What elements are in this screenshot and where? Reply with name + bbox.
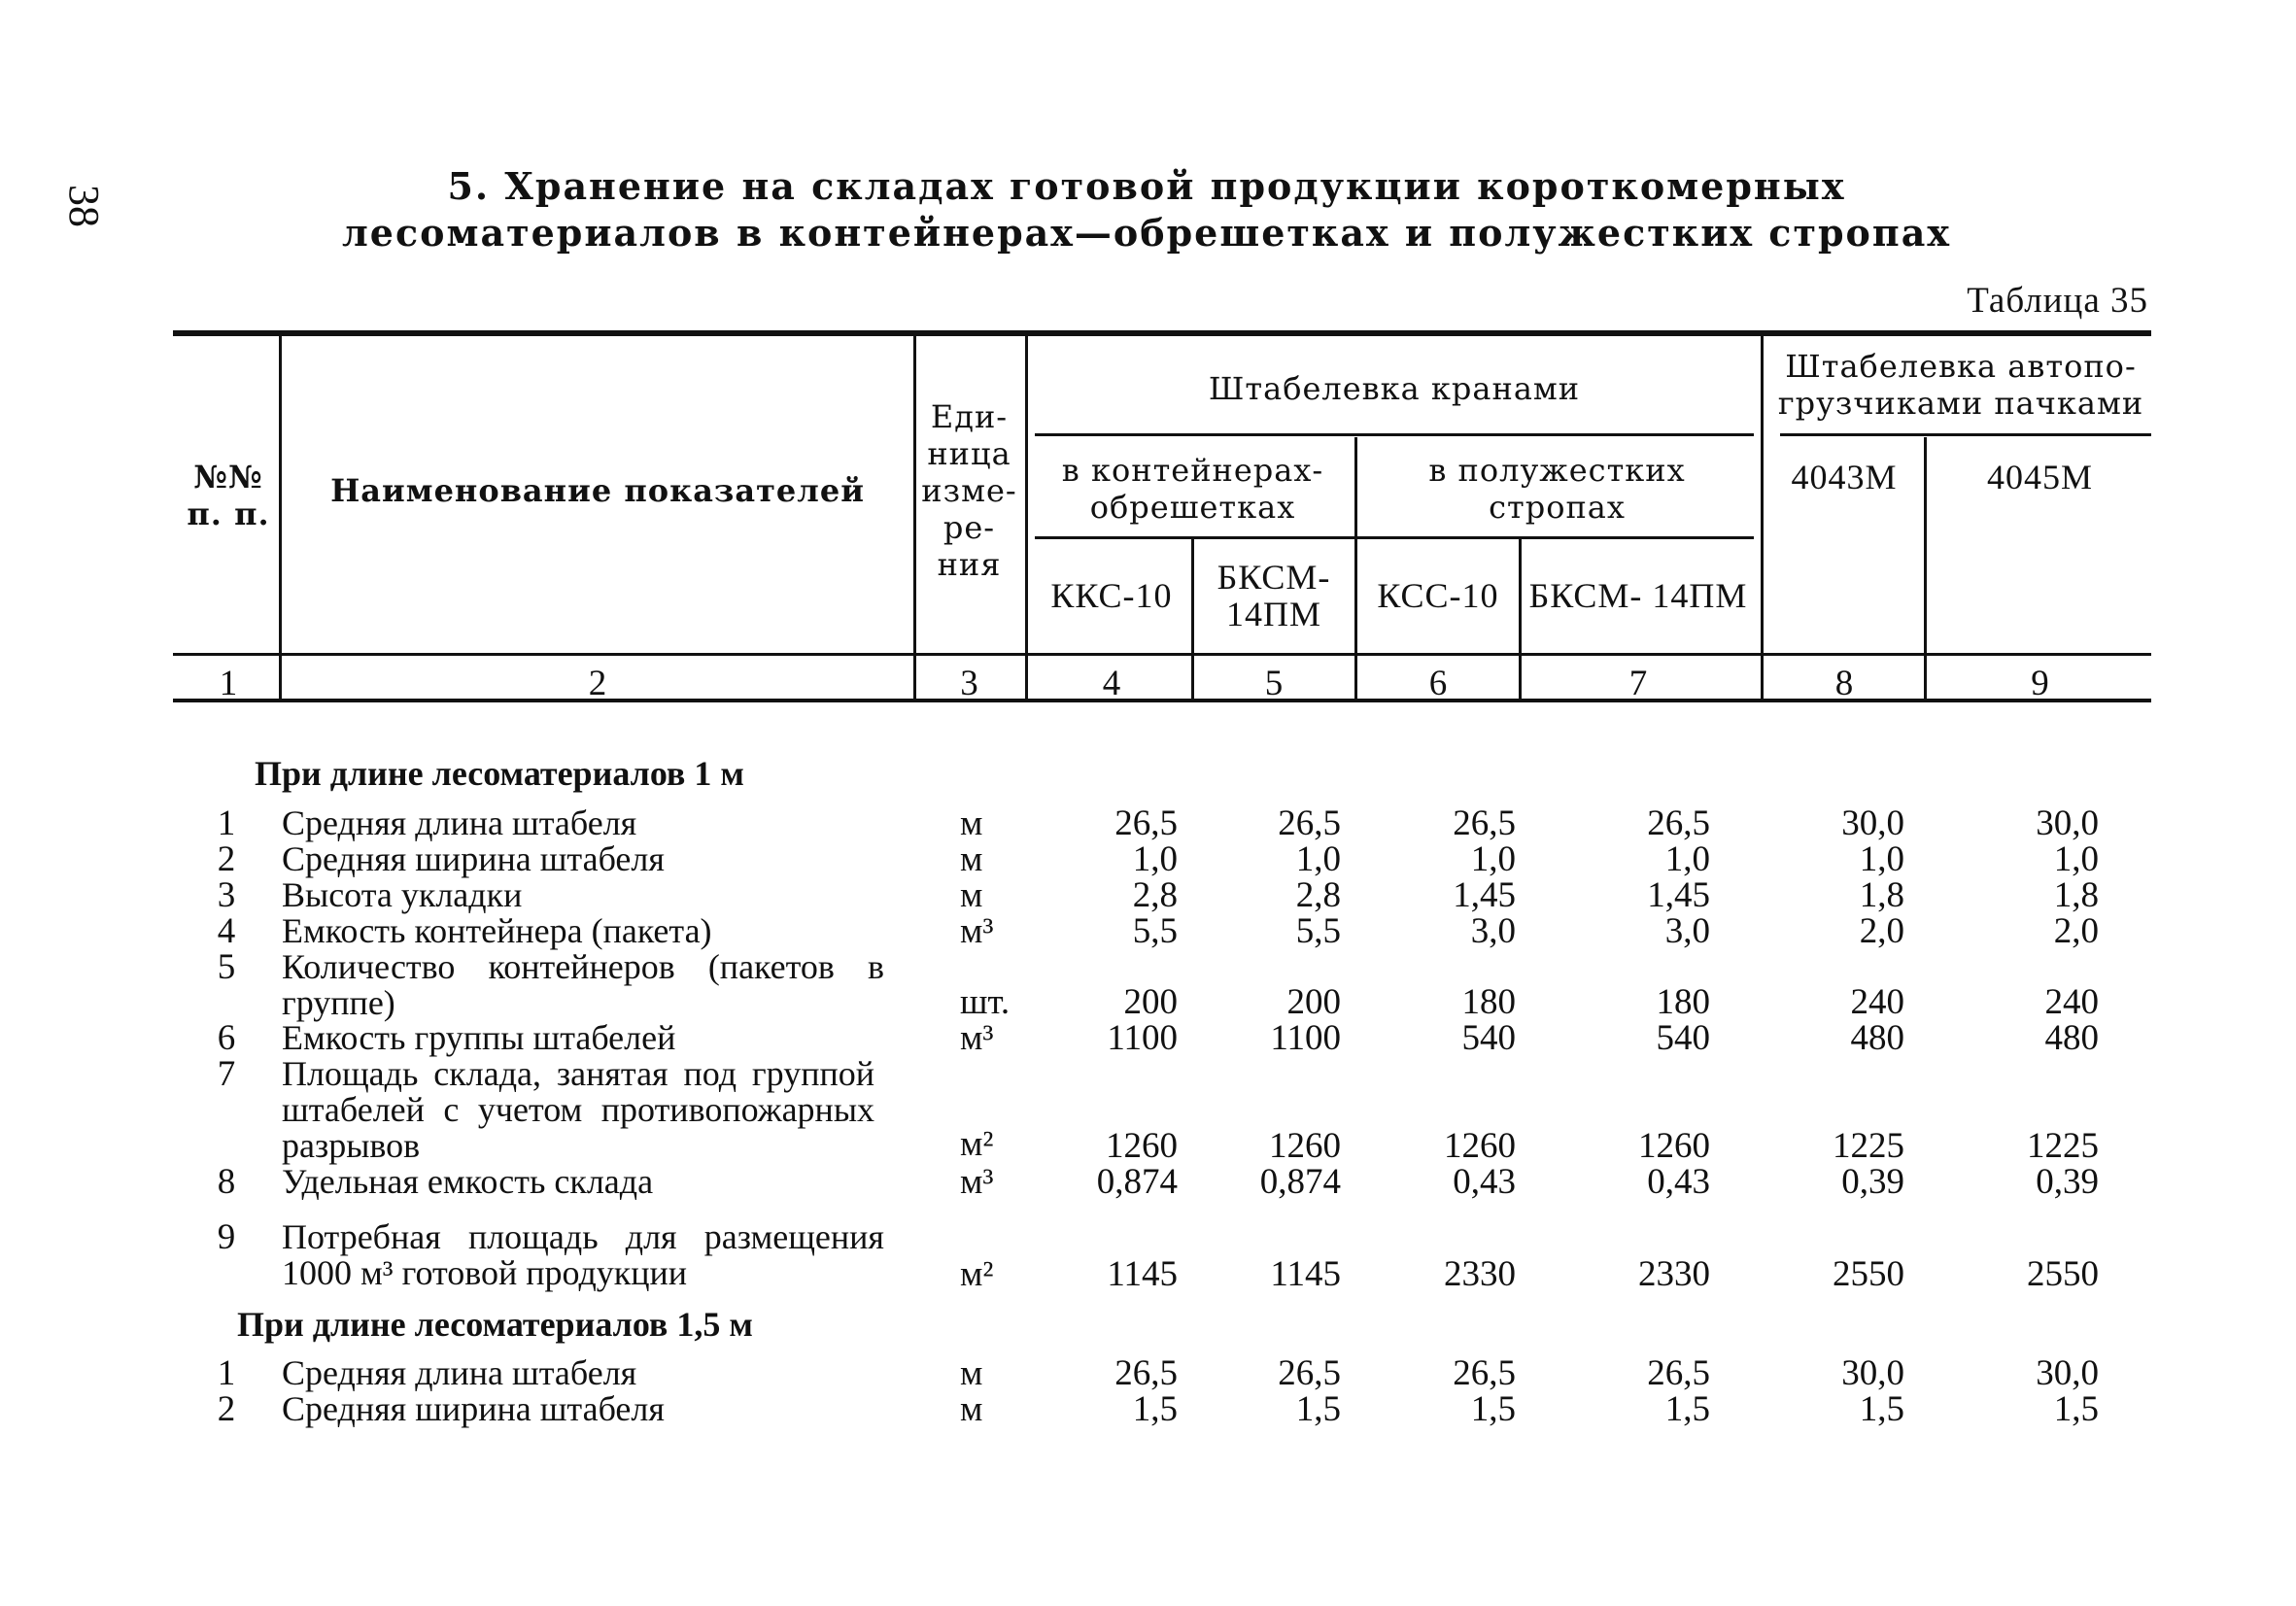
column-number: 3 [960,664,978,703]
value-kks10: 1,0 [1132,839,1178,879]
value-kss10: 26,5 [1453,803,1516,843]
value-kks10: 1,5 [1132,1389,1178,1429]
column-number: 4 [1102,664,1121,703]
value-bksm14pm-b: 1,5 [1664,1389,1710,1429]
column-number: 9 [2031,664,2049,703]
column-number: 5 [1264,664,1284,703]
row-number: 3 [217,875,236,915]
divider [1035,536,1754,539]
row-name: Средняя ширина штабеля [282,839,665,878]
row-name: Средняя длина штабеля [282,803,637,842]
value-4045m: 1,0 [2053,839,2099,879]
header-col-number: №№ п. п. [187,459,270,532]
value-bksm14pm-b: 1260 [1638,1126,1710,1166]
value-kks10: 1100 [1107,1018,1178,1058]
divider [1025,336,1028,700]
row-number: 8 [217,1162,236,1202]
value-4045m: 30,0 [2036,1353,2099,1393]
header-bksm14pm-a: БКСМ- 14ПМ [1217,557,1331,633]
row-unit: м² [960,1254,994,1294]
column-number: 8 [1834,664,1854,703]
divider [1761,336,1764,700]
column-number: 7 [1628,664,1648,703]
row-number: 2 [217,1389,236,1429]
value-4045m: 240 [2044,982,2099,1022]
value-4043m: 480 [1850,1018,1904,1058]
value-kks10: 5,5 [1132,911,1178,951]
value-bksm14pm-b: 2330 [1638,1254,1710,1294]
value-bksm14pm-a: 26,5 [1278,803,1341,843]
value-4045m: 2550 [2027,1254,2099,1294]
top-rule [173,330,2151,336]
value-kks10: 26,5 [1114,1353,1178,1393]
value-kks10: 1145 [1107,1254,1178,1294]
value-kks10: 1260 [1106,1126,1178,1166]
value-bksm14pm-b: 3,0 [1664,911,1710,951]
row-name: Удельная емкость склада [282,1162,654,1201]
value-4043m: 1225 [1833,1126,1904,1166]
value-bksm14pm-b: 180 [1656,982,1710,1022]
header-col-name: Наименование показателей [330,472,865,509]
row-name: Средняя ширина штабеля [282,1389,665,1428]
row-number: 5 [217,947,236,987]
value-bksm14pm-a: 1,5 [1295,1389,1341,1429]
header-containers: в контейнерах- обрешетках [1061,452,1324,526]
divider [913,336,916,700]
value-bksm14pm-b: 26,5 [1647,803,1710,843]
row-unit: м³ [960,911,994,951]
row-number: 1 [217,803,236,843]
header-autoloaders: Штабелевка автопо- грузчиками пачками [1777,348,2144,422]
value-kks10: 2,8 [1132,875,1178,915]
row-number: 6 [217,1018,236,1058]
value-bksm14pm-a: 1100 [1270,1018,1341,1058]
header-bksm14pm-b: БКСМ- 14ПМ [1528,575,1748,615]
row-name: Потребная площадь для размещения 1000 м³ готовой продукции [282,1217,884,1292]
value-kss10: 1,0 [1470,839,1516,879]
row-unit: м³ [960,1018,994,1058]
header-4043m: 4043М [1791,458,1898,496]
value-4043m: 240 [1850,982,1904,1022]
value-4045m: 30,0 [2036,803,2099,843]
column-number: 2 [588,664,607,703]
value-bksm14pm-a: 0,874 [1259,1162,1341,1202]
value-4045m: 2,0 [2053,911,2099,951]
value-bksm14pm-b: 26,5 [1647,1353,1710,1393]
column-number: 1 [219,664,238,703]
header-cranes: Штабелевка кранами [1208,370,1581,407]
value-4045m: 1,5 [2053,1389,2099,1429]
divider [279,336,282,700]
value-kss10: 180 [1461,982,1516,1022]
value-bksm14pm-a: 5,5 [1295,911,1341,951]
divider [1924,437,1927,700]
value-4045m: 480 [2044,1018,2099,1058]
row-name: Средняя длина штабеля [282,1353,637,1392]
value-bksm14pm-b: 540 [1656,1018,1710,1058]
value-4043m: 0,39 [1841,1162,1904,1202]
value-4043m: 30,0 [1841,1353,1904,1393]
value-kks10: 0,874 [1096,1162,1178,1202]
row-name: Площадь склада, занятая под группой штабелей с учетом противопожарных разрывов [282,1054,874,1165]
value-bksm14pm-b: 1,0 [1664,839,1710,879]
value-kks10: 200 [1123,982,1178,1022]
row-number: 9 [217,1217,236,1257]
value-4045m: 1225 [2027,1126,2099,1166]
row-unit: м² [960,1124,994,1164]
value-kss10: 2330 [1444,1254,1516,1294]
section-title: При длине лесоматериалов 1,5 м [237,1305,753,1344]
value-bksm14pm-a: 200 [1286,982,1341,1022]
value-4043m: 2550 [1833,1254,1904,1294]
header-4045m: 4045М [1986,458,2093,496]
value-4043m: 2,0 [1859,911,1904,951]
value-kss10: 1,45 [1453,875,1516,915]
title-line-2: лесоматериалов в контейнерах—обрешетках и полужестких стропах [341,211,1951,255]
value-bksm14pm-a: 1260 [1269,1126,1341,1166]
title-line-1: 5. Хранение на складах готовой продукции короткомерных [447,164,1846,208]
header-col-unit: Еди- ница изме- ре- ния [921,398,1017,583]
value-kss10: 540 [1461,1018,1516,1058]
value-4043m: 1,5 [1859,1389,1904,1429]
value-4043m: 30,0 [1841,803,1904,843]
row-number: 7 [217,1054,236,1094]
value-4045m: 0,39 [2036,1162,2099,1202]
row-name: Емкость группы штабелей [282,1018,676,1057]
value-bksm14pm-a: 2,8 [1295,875,1341,915]
header-kks10: ККС-10 [1050,575,1173,615]
value-bksm14pm-b: 0,43 [1647,1162,1710,1202]
row-unit: м [960,803,983,843]
column-number: 6 [1428,664,1448,703]
row-name: Емкость контейнера (пакета) [282,911,712,950]
page-number: 38 [60,185,108,227]
value-kss10: 1,5 [1470,1389,1516,1429]
section-title: При длине лесоматериалов 1 м [255,754,744,793]
row-name: Количество контейнеров (пакетов в группе) [282,947,884,1022]
row-unit: шт. [960,982,1011,1022]
value-kss10: 26,5 [1453,1353,1516,1393]
value-kss10: 3,0 [1470,911,1516,951]
divider [1191,536,1194,700]
row-unit: м [960,839,983,879]
divider [1035,433,1754,436]
row-unit: м [960,1389,983,1429]
row-unit: м³ [960,1162,994,1202]
row-number: 4 [217,911,236,951]
row-unit: м [960,875,983,915]
row-name: Высота укладки [282,875,523,914]
value-kss10: 0,43 [1453,1162,1516,1202]
value-4043m: 1,8 [1859,875,1904,915]
value-4045m: 1,8 [2053,875,2099,915]
divider [1354,437,1357,700]
value-kks10: 26,5 [1114,803,1178,843]
value-kss10: 1260 [1444,1126,1516,1166]
header-kss10: КСС-10 [1377,575,1499,615]
value-bksm14pm-b: 1,45 [1647,875,1710,915]
table-label: Таблица 35 [1967,281,2148,321]
page-title [243,163,2050,256]
row-unit: м [960,1353,983,1393]
value-bksm14pm-a: 26,5 [1278,1353,1341,1393]
value-4043m: 1,0 [1859,839,1904,879]
value-bksm14pm-a: 1,0 [1295,839,1341,879]
row-number: 1 [217,1353,236,1393]
divider [173,653,2151,656]
divider [1780,433,2151,436]
row-number: 2 [217,839,236,879]
header-slings: в полужестких стропах [1428,452,1686,526]
value-bksm14pm-a: 1145 [1270,1254,1341,1294]
